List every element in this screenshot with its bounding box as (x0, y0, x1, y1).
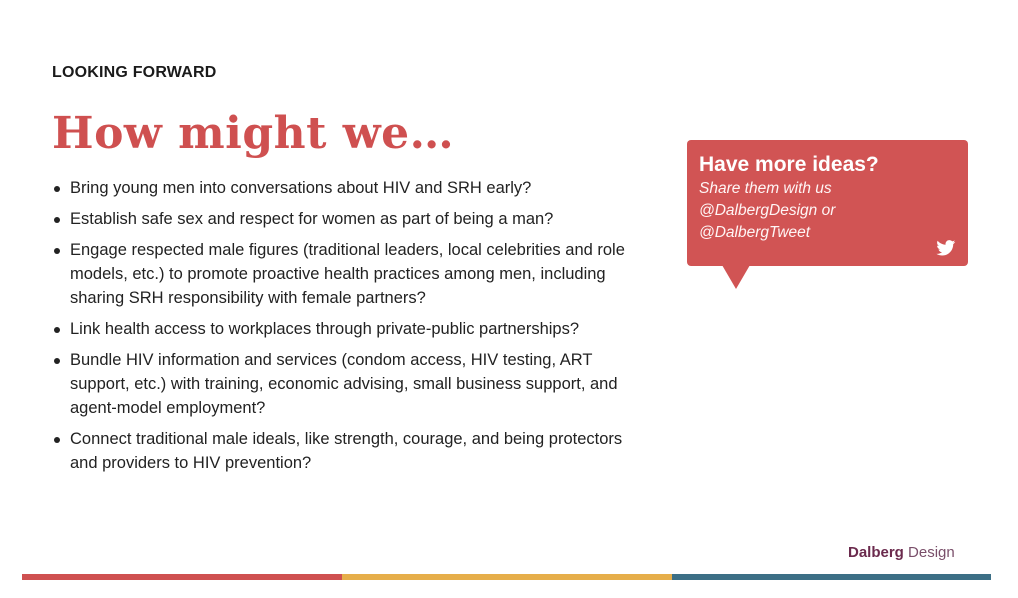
logo-suffix: Design (903, 544, 955, 561)
bullet-dot-icon (54, 217, 60, 223)
bullet-dot-icon (54, 437, 60, 443)
footer-bar-yellow (342, 574, 672, 580)
list-item-text: Connect traditional male ideals, like strength, courage, and being protectors and providers to HIV prevention? (70, 430, 623, 472)
page-title: How might we… (52, 108, 455, 159)
list-item-text: Link health access to workplaces through private-public partnerships? (70, 320, 580, 338)
list-item (52, 317, 632, 341)
dalberg-design-logo (848, 544, 955, 561)
callout-title: Have more ideas? (699, 153, 879, 176)
bullet-dot-icon (54, 327, 60, 333)
list-item-text: Establish safe sex and respect for women as part of being a man? (70, 210, 554, 228)
footer-bar-red (22, 574, 342, 580)
logo-brand: Dalberg (848, 544, 904, 561)
callout-tail (722, 265, 750, 289)
list-item (52, 176, 632, 200)
list-item (52, 348, 632, 420)
footer-bar-blue (672, 574, 991, 580)
list-item (52, 238, 632, 310)
list-item (52, 207, 632, 231)
list-item-text: Bundle HIV information and services (condom access, HIV testing, ART support, etc.) with training, economic advising, small business support, and agent-model employment? (70, 351, 618, 417)
bullet-dot-icon (54, 358, 60, 364)
twitter-bird-icon (936, 240, 956, 256)
dalberg-tweet-handle[interactable]: @DalbergTweet (699, 224, 811, 241)
bullet-dot-icon (54, 248, 60, 254)
list-item (52, 427, 632, 475)
section-label: LOOKING FORWARD (52, 64, 217, 81)
list-item-text: Engage respected male figures (traditional leaders, local celebrities and role models, etc.) to promote proactive health practices among men, including sharing SRH responsibility with female partners? (70, 241, 625, 307)
speech-callout (687, 140, 968, 266)
bullet-dot-icon (54, 186, 60, 192)
ideas-list (52, 176, 632, 482)
callout-line-share: Share them with us (699, 180, 832, 197)
list-item-text: Bring young men into conversations about HIV and SRH early? (70, 179, 532, 197)
dalberg-design-handle[interactable]: @DalbergDesign or (699, 202, 836, 219)
